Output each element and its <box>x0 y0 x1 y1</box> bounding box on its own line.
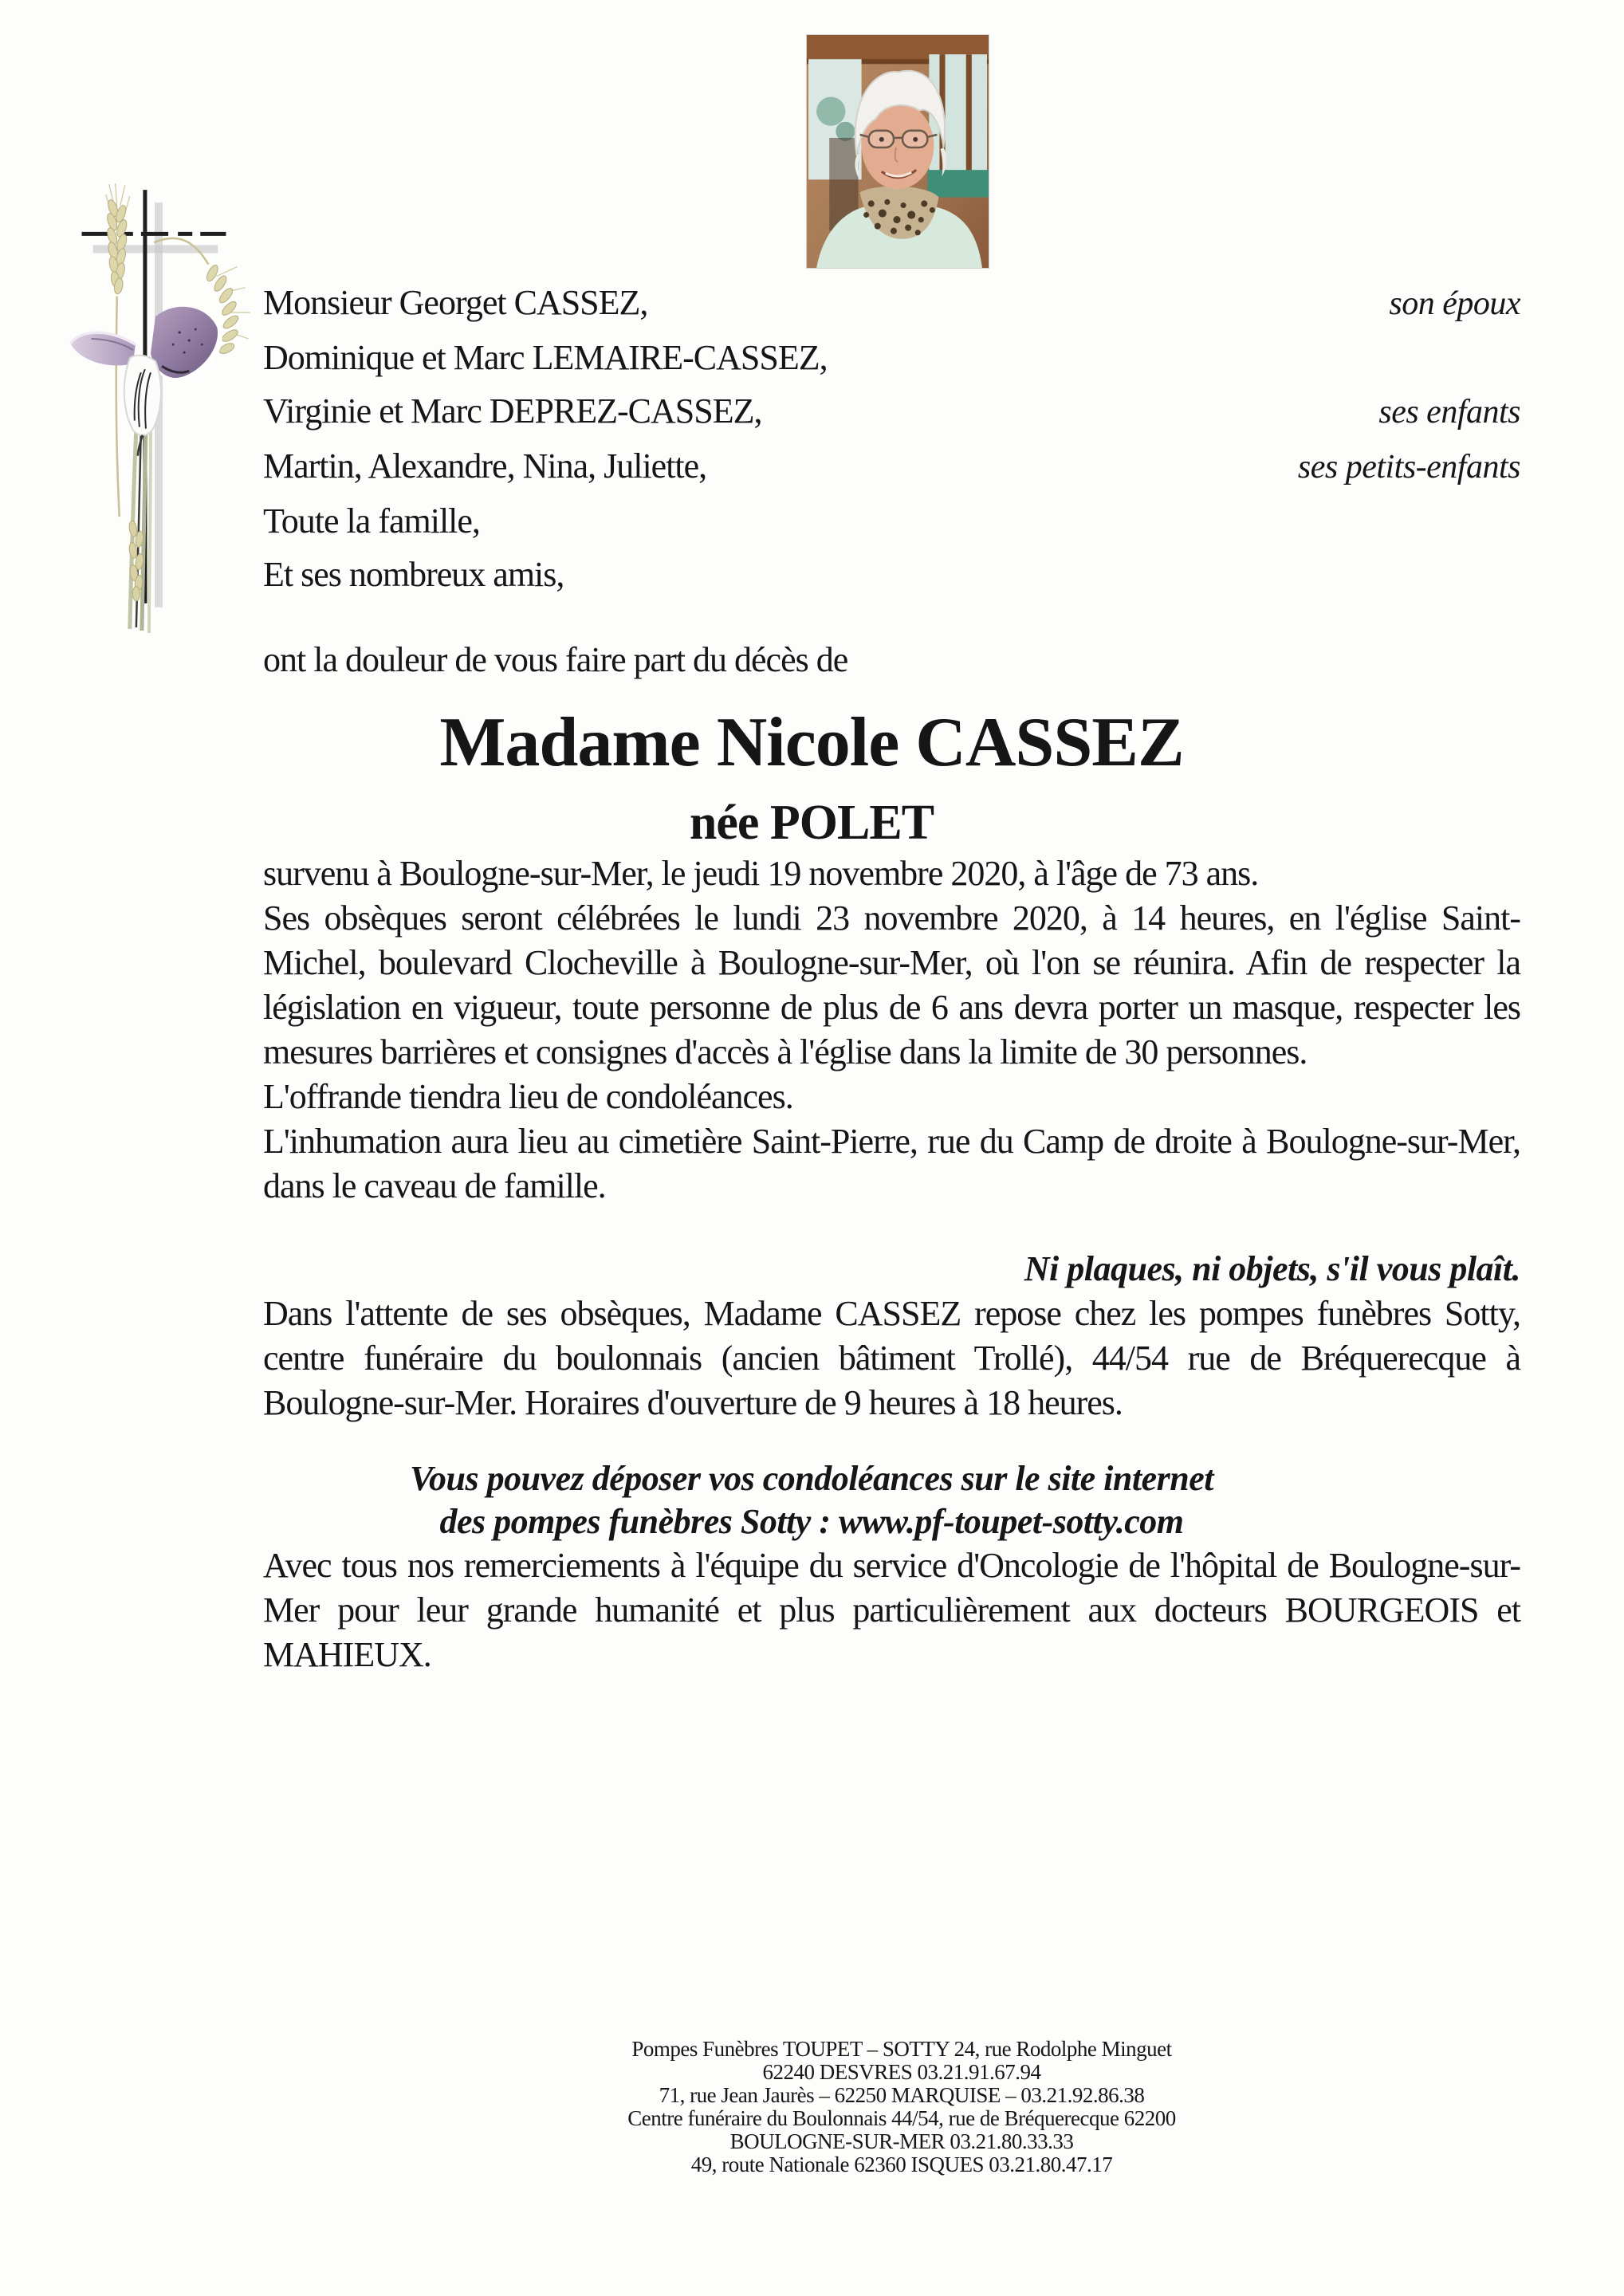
family-member-name: Monsieur Georget CASSEZ, <box>263 283 648 322</box>
relation-label: ses enfants <box>1378 394 1520 431</box>
footer-line: 49, route Nationale 62360 ISQUES 03.21.80.47.17 <box>690 2152 1113 2176</box>
family-member-line <box>263 439 1520 494</box>
footer-line: Pompes Funèbres TOUPET – SOTTY 24, rue Rodolphe Minguet <box>631 2037 1172 2061</box>
family-member-line <box>263 276 1520 331</box>
family-member-name: Martin, Alexandre, Nina, Juliette, <box>263 446 707 486</box>
no-plaques-note: Ni plaques, ni objets, s'il vous plaît. <box>1024 1249 1520 1288</box>
relation-label: son époux <box>1389 285 1520 322</box>
announcement-content <box>263 276 1520 1677</box>
family-member-name: Toute la famille, <box>263 501 480 541</box>
condolences-website-line: des pompes funèbres Sotty : www.pf-toupet-sotty.com <box>439 1502 1184 1541</box>
repose-details: Dans l'attente de ses obsèques, Madame CASSEZ repose chez les pompes funèbres Sotty, centre funéraire du boulonnais (ancien bâtiment Trollé), 44/54 rue de Bréquerecque à Boulogne-sur-Mer. Horaires d'ouverture de 9 heures à 18 heures. <box>263 1294 1520 1422</box>
family-member-line <box>263 494 1520 548</box>
family-names-block <box>263 276 1520 601</box>
footer-line: Centre funéraire du Boulonnais 44/54, rue de Bréquerecque 62200 <box>627 2106 1176 2130</box>
offering-note: L'offrande tiendra lieu de condoléances. <box>263 1077 793 1116</box>
family-member-name: Et ses nombreux amis, <box>263 555 564 594</box>
deceased-name: Madame Nicole CASSEZ <box>439 704 1184 781</box>
funeral-details: Ses obsèques seront célébrées le lundi 23 novembre 2020, à 14 heures, en l'église Saint-Michel, boulevard Clocheville à Boulogne-sur-Mer, où l'on se réunira. Afin de respecter la législation en vigueur, toute personne de plus de 6 ans devra porter un masque, respecter les mesures barrières et consignes d'accès à l'église dans la limite de 30 personnes. <box>263 898 1520 1071</box>
online-condolences-note <box>263 1457 1360 1543</box>
death-details: survenu à Boulogne-sur-Mer, le jeudi 19 novembre 2020, à l'âge de 73 ans. <box>263 854 1259 893</box>
condolences-line: Vous pouvez déposer vos condoléances sur le site internet <box>410 1459 1213 1498</box>
cross-lilies-wheat-illustration <box>59 180 255 641</box>
footer-line: 71, rue Jean Jaurès – 62250 MARQUISE – 03.21.92.86.38 <box>659 2083 1145 2107</box>
family-member-name: Dominique et Marc LEMAIRE-CASSEZ, <box>263 338 828 377</box>
funeral-home-footer <box>0 2038 1624 2176</box>
thanks-paragraph: Avec tous nos remerciements à l'équipe du service d'Oncologie de l'hôpital de Boulogne-sur-Mer pour leur grande humanité et plus particulièrement aux docteurs BOURGEOIS et MAHIEUX. <box>263 1546 1520 1674</box>
burial-details: L'inhumation aura lieu au cimetière Saint-Pierre, rue du Camp de droite à Boulogne-sur-Mer, dans le caveau de famille. <box>263 1122 1520 1205</box>
footer-line: 62240 DESVRES 03.21.91.67.94 <box>762 2060 1041 2084</box>
portrait-photo <box>807 35 989 268</box>
footer-line: BOULOGNE-SUR-MER 03.21.80.33.33 <box>729 2129 1074 2153</box>
family-member-name: Virginie et Marc DEPREZ-CASSEZ, <box>263 391 762 431</box>
family-member-line <box>263 384 1520 439</box>
relation-label: ses petits-enfants <box>1297 449 1520 486</box>
family-member-line <box>263 331 1520 384</box>
announcement-intro: ont la douleur de vous faire part du décès de <box>263 640 848 679</box>
family-member-line <box>263 548 1520 601</box>
deceased-maiden-name: née POLET <box>689 796 934 850</box>
